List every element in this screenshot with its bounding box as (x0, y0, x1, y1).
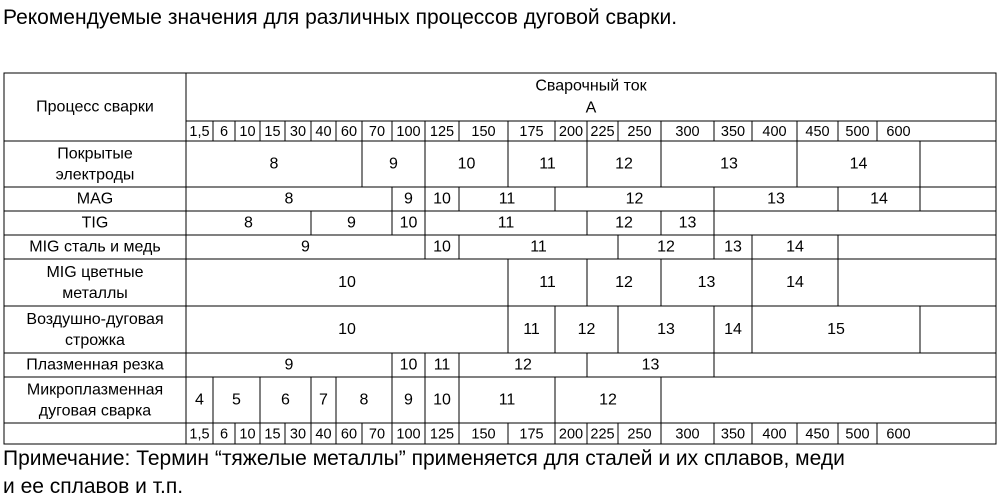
electrode-value: 10 (399, 214, 418, 232)
process-name: MAG (76, 190, 114, 208)
bottom-tick-label: 30 (289, 426, 307, 443)
electrode-value: 10 (433, 238, 451, 256)
electrode-value: 14 (724, 321, 742, 338)
bottom-tick-label: 1,5 (189, 426, 210, 443)
electrode-value: 10 (399, 356, 418, 374)
electrode-value: 13 (641, 356, 660, 374)
bottom-tick-label: 300 (675, 426, 700, 443)
electrode-value: 13 (678, 214, 697, 232)
top-tick-label: 125 (429, 124, 455, 140)
electrode-value: 11 (498, 391, 516, 409)
bottom-tick-label: 450 (805, 426, 830, 443)
process-name: Воздушно-дуговая (26, 311, 164, 328)
bottom-tick-label: 60 (340, 426, 358, 443)
top-tick-label: 60 (340, 124, 358, 140)
top-tick-label: 70 (368, 124, 386, 140)
process-name: строжка (65, 332, 125, 349)
electrode-value: 9 (284, 356, 294, 374)
top-tick-label: 40 (315, 124, 332, 140)
top-tick-label: 350 (720, 124, 746, 140)
electrode-value: 13 (657, 321, 675, 338)
process-header: Процесс сварки (36, 98, 154, 116)
electrode-value: 13 (720, 155, 738, 173)
electrode-value: 14 (849, 155, 868, 173)
top-tick-label: 450 (805, 124, 830, 140)
process-name: металлы (62, 285, 128, 302)
electrode-value: 13 (767, 190, 785, 208)
top-tick-label: 150 (471, 124, 496, 140)
electrode-value: 11 (539, 155, 556, 173)
electrode-value: 8 (284, 190, 294, 208)
current-header: Сварочный ток (535, 77, 647, 95)
electrode-value: 9 (301, 238, 310, 256)
electrode-value: 9 (404, 190, 413, 208)
process-name: Плазменная резка (26, 356, 164, 374)
bottom-tick-label: 15 (264, 426, 281, 443)
top-tick-label: 500 (845, 124, 870, 140)
electrode-value: 12 (657, 238, 675, 256)
electrode-value: 12 (615, 214, 633, 232)
top-tick-label: 400 (762, 124, 787, 140)
top-tick-label: 100 (396, 124, 421, 140)
electrode-value: 4 (195, 391, 204, 409)
process-name: MIG цветные (46, 264, 144, 281)
electrode-value: 10 (457, 155, 476, 173)
electrode-value: 11 (523, 321, 540, 338)
bottom-tick-label: 500 (845, 426, 870, 443)
electrode-value: 12 (615, 274, 633, 291)
electrode-value: 7 (319, 391, 328, 409)
bottom-tick-label: 400 (762, 426, 787, 443)
top-tick-label: 6 (219, 124, 229, 140)
bottom-tick-label: 175 (519, 426, 544, 443)
top-tick-label: 10 (239, 124, 256, 140)
process-name: дуговая сварка (38, 402, 152, 420)
bottom-tick-label: 150 (471, 426, 496, 443)
electrode-value: 9 (404, 391, 413, 409)
electrode-value: 14 (786, 274, 804, 291)
electrode-value: 12 (514, 356, 532, 374)
note-line: Примечание: Термин “тяжелые металлы” применяется для сталей и их сплавов, меди (3, 447, 845, 470)
top-tick-label: 15 (264, 124, 281, 140)
top-tick-label: 1,5 (189, 124, 210, 140)
process-name: TIG (81, 214, 109, 232)
electrode-value: 11 (497, 214, 515, 232)
electrode-value: 5 (232, 391, 241, 409)
top-tick-label: 250 (627, 124, 652, 140)
top-tick-label: 225 (590, 124, 615, 140)
process-name: Покрытые (57, 145, 133, 163)
bottom-tick-label: 100 (396, 426, 421, 443)
electrode-value: 8 (244, 214, 253, 232)
bottom-tick-label: 225 (590, 426, 615, 443)
electrode-value: 15 (827, 321, 845, 338)
electrode-value: 12 (577, 321, 596, 338)
bottom-tick-label: 350 (720, 426, 746, 443)
page-title: Рекомендуемые значения для различных процессов дуговой сварки. (3, 6, 678, 29)
electrode-value: 10 (338, 274, 356, 291)
electrode-value: 10 (338, 321, 356, 338)
bottom-tick-label: 40 (315, 426, 332, 443)
electrode-value: 11 (530, 238, 547, 256)
electrode-value: 9 (347, 214, 356, 232)
electrode-value: 12 (625, 190, 644, 208)
electrode-value: 12 (615, 155, 633, 173)
current-unit: A (585, 99, 597, 117)
electrode-value: 11 (433, 356, 451, 374)
electrode-value: 12 (599, 391, 617, 409)
process-name: Микроплазменная (26, 381, 164, 399)
electrode-value: 10 (433, 391, 451, 409)
electrode-value: 14 (870, 190, 888, 208)
electrode-value: 11 (498, 190, 516, 208)
electrode-value: 9 (389, 155, 398, 173)
top-tick-label: 30 (289, 124, 307, 140)
electrode-value: 8 (359, 391, 369, 409)
bottom-tick-label: 600 (886, 426, 911, 443)
bottom-tick-label: 6 (219, 426, 229, 443)
bottom-tick-label: 250 (627, 426, 652, 443)
top-tick-label: 600 (886, 124, 911, 140)
bottom-tick-label: 10 (239, 426, 256, 443)
bottom-tick-label: 70 (368, 426, 386, 443)
top-tick-label: 300 (675, 124, 700, 140)
electrode-value: 13 (697, 274, 716, 291)
process-name: MIG сталь и медь (29, 238, 161, 256)
note-line: и ее сплавов и т.п. (3, 475, 184, 498)
electrode-value: 8 (269, 155, 279, 173)
process-name: электроды (55, 166, 135, 184)
electrode-value: 11 (539, 274, 556, 291)
electrode-value: 14 (786, 238, 804, 256)
bottom-tick-label: 200 (558, 426, 584, 443)
electrode-value: 10 (433, 190, 451, 208)
top-tick-label: 200 (558, 124, 584, 140)
bottom-tick-label: 125 (429, 426, 455, 443)
electrode-value: 6 (281, 391, 290, 409)
top-tick-label: 175 (519, 124, 544, 140)
electrode-value: 13 (724, 238, 742, 256)
